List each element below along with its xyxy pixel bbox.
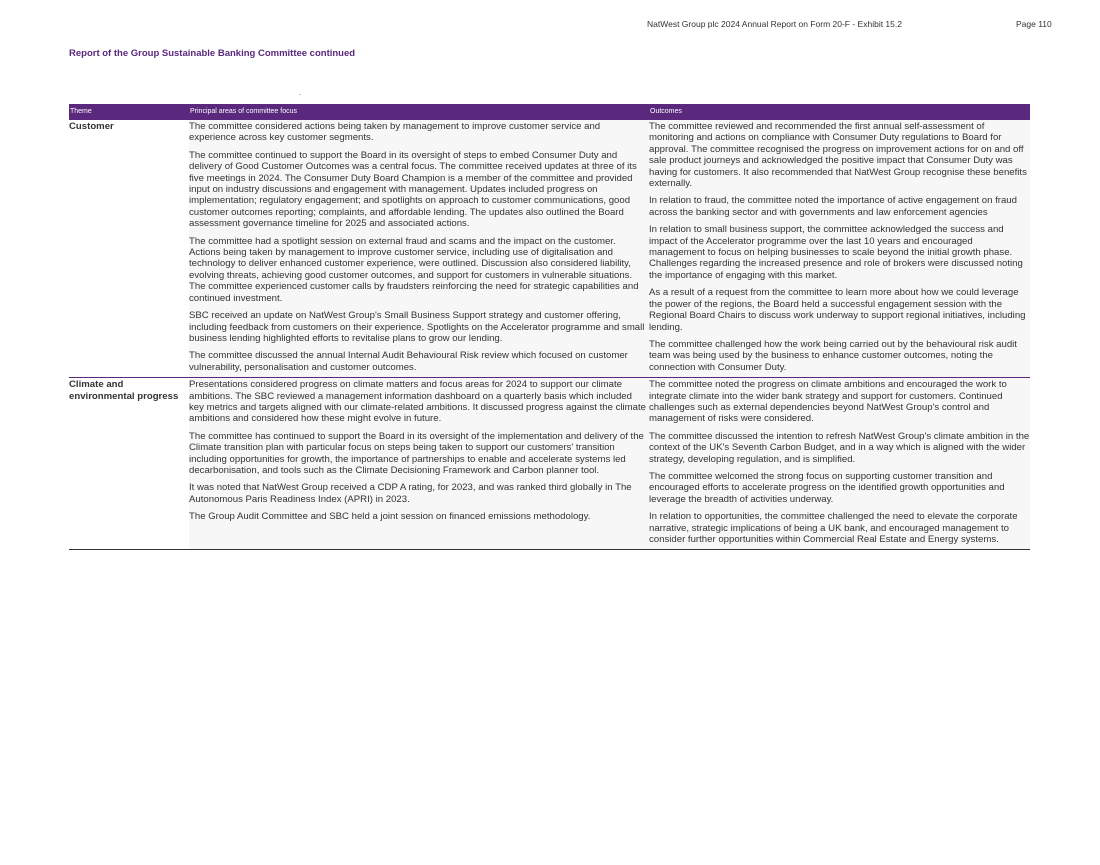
table-header-row — [69, 104, 1030, 120]
document-header-title: NatWest Group plc 2024 Annual Report on Form 20-F - Exhibit 15.2 — [647, 19, 902, 29]
page-number: Page 110 — [1016, 19, 1052, 29]
focus-cell — [189, 120, 649, 378]
focus-paragraph: Presentations considered progress on climate matters and focus areas for 2024 to support our climate ambitions. The SBC reviewed a management information dashboard on a quarterly basis which included key metrics and targets aligned with our climate-related ambitions. It discussed progress against the climate ambitions and considered how these might evolve in future. — [189, 379, 646, 425]
column-header-theme: Theme — [69, 104, 189, 120]
focus-paragraph: The committee considered actions being taken by management to improve customer service and experience across key customer segments. — [189, 121, 601, 144]
outcome-paragraph: In relation to opportunities, the committee challenged the need to elevate the corporate narrative, strategic implications of being a UK bank, and encouraged management to consider further opportunities within Commercial Real Estate and Energy systems. — [649, 511, 1018, 545]
committee-focus-table — [69, 104, 1030, 550]
outcome-paragraph: The committee challenged how the work being carried out by the behavioural risk audit team was being used by the business to enhance customer outcomes, noting the connection with Consumer Duty. — [649, 338, 1017, 373]
focus-paragraph: The committee continued to support the Board in its oversight of steps to embed Consumer Duty and delivery of Good Customer Outcomes was a central focus. The committee received updates at three of its five meetings in 2024. The Consumer Duty Board Champion is a member of the committee and provided input on industry discussions and engagement with management. Updates included progress on implementation; regulatory engagement; and spotlights on approach to customer communications, good customer outcomes reporting; complaints, and affordable lending. The updates also outlined the Board assessment governance timeline for 2025 and associated actions. — [189, 149, 637, 230]
column-header-focus: Principal areas of committee focus — [189, 104, 649, 120]
outcomes-cell — [649, 120, 1030, 378]
column-header-outcomes: Outcomes — [649, 104, 1030, 120]
focus-paragraph: It was noted that NatWest Group received a CDP A rating, for 2023, and was ranked third globally in The Autonomous Paris Readiness Index (APRI) in 2023. — [189, 482, 632, 505]
outcome-paragraph: In relation to small business support, the committee acknowledged the success and impact of the Accelerator programme over the last 10 years and encouraged management to focus on helping businesses to scale beyond the initial growth phase. Challenges regarding the increased presence and role of brokers were discussed noting the importance of engaging with this market. — [649, 224, 1023, 281]
outcome-paragraph: As a result of a request from the committee to learn more about how we could leverage the power of the regions, the Board held a successful engagement session with the Regional Board Chairs to discuss work underway to support regional initiatives, including lending. — [649, 287, 1026, 333]
focus-paragraph: SBC received an update on NatWest Group's Small Business Support strategy and customer offering, including feedback from customers on their experience. Spotlights on the Accelerator programme and small business lending highlighted efforts to revitalise plans to grow our lending. — [189, 310, 645, 344]
theme-cell: Climate and environmental progress — [69, 378, 189, 550]
focus-paragraph: The committee discussed the annual Internal Audit Behavioural Risk review which focused on customer vulnerability, personalisation and customer outcomes. — [189, 350, 628, 373]
outcome-paragraph: In relation to fraud, the committee noted the importance of active engagement on fraud across the banking sector and with governments and law enforcement agencies — [649, 195, 1017, 218]
outcomes-cell — [649, 378, 1030, 550]
focus-paragraph: The Group Audit Committee and SBC held a joint session on financed emissions methodology. — [189, 511, 591, 523]
outcome-paragraph: The committee reviewed and recommended the first annual self-assessment of monitoring and actions on compliance with Consumer Duty regulations to Board for approval. The committee recognised the progress on improvement actions for on and off sale product journeys and acknowledged the positive impact that Consumer Duty was having for customers. It also recommended that NatWest Group recognise these benefits externally. — [649, 121, 1027, 190]
theme-cell: Customer — [69, 120, 189, 378]
focus-cell — [189, 378, 649, 550]
outcome-paragraph: The committee discussed the intention to refresh NatWest Group's climate ambition in the context of the UK's Seventh Carbon Budget, and in a way which is aligned with the wider strategy, developing regulation, and is simplified. — [649, 430, 1030, 465]
outcome-paragraph: The committee welcomed the strong focus on supporting customer transition and encouraged efforts to accelerate progress on the identified growth opportunities and leverage the breadth of activities underway. — [649, 470, 1005, 505]
focus-paragraph: The committee had a spotlight session on external fraud and scams and the impact on the customer. Actions being taken by management to improve customer service, including use of digitalisation and technology to deliver enhanced customer experience, were outlined. Discussion also considered liability, evolving threats, achieving good customer outcomes, and support for customers in vulnerable situations. The committee experienced customer calls by fraudsters reinforcing the need for strategic capabilities and continued investment. — [189, 235, 639, 304]
outcome-paragraph: The committee noted the progress on climate ambitions and encouraged the work to integrate climate into the wider bank strategy and support for customers. Continued challenges such as external dependencies beyond NatWest Group's control and management of risks were considered. — [649, 379, 1007, 425]
focus-paragraph: The committee has continued to support the Board in its oversight of the implementation and delivery of the Climate transition plan with particular focus on steps being taken to support our customers' transition including opportunities for growth, the importance of partnerships to enable and accelerate systems led decarbonisation, and tools such as the Climate Decisioning Framework and Carbon planner tool. — [189, 430, 644, 476]
table-row — [69, 120, 1030, 378]
section-title: Report of the Group Sustainable Banking Committee continued — [69, 48, 356, 59]
table-row — [69, 378, 1030, 550]
stray-mark: . — [299, 88, 302, 97]
